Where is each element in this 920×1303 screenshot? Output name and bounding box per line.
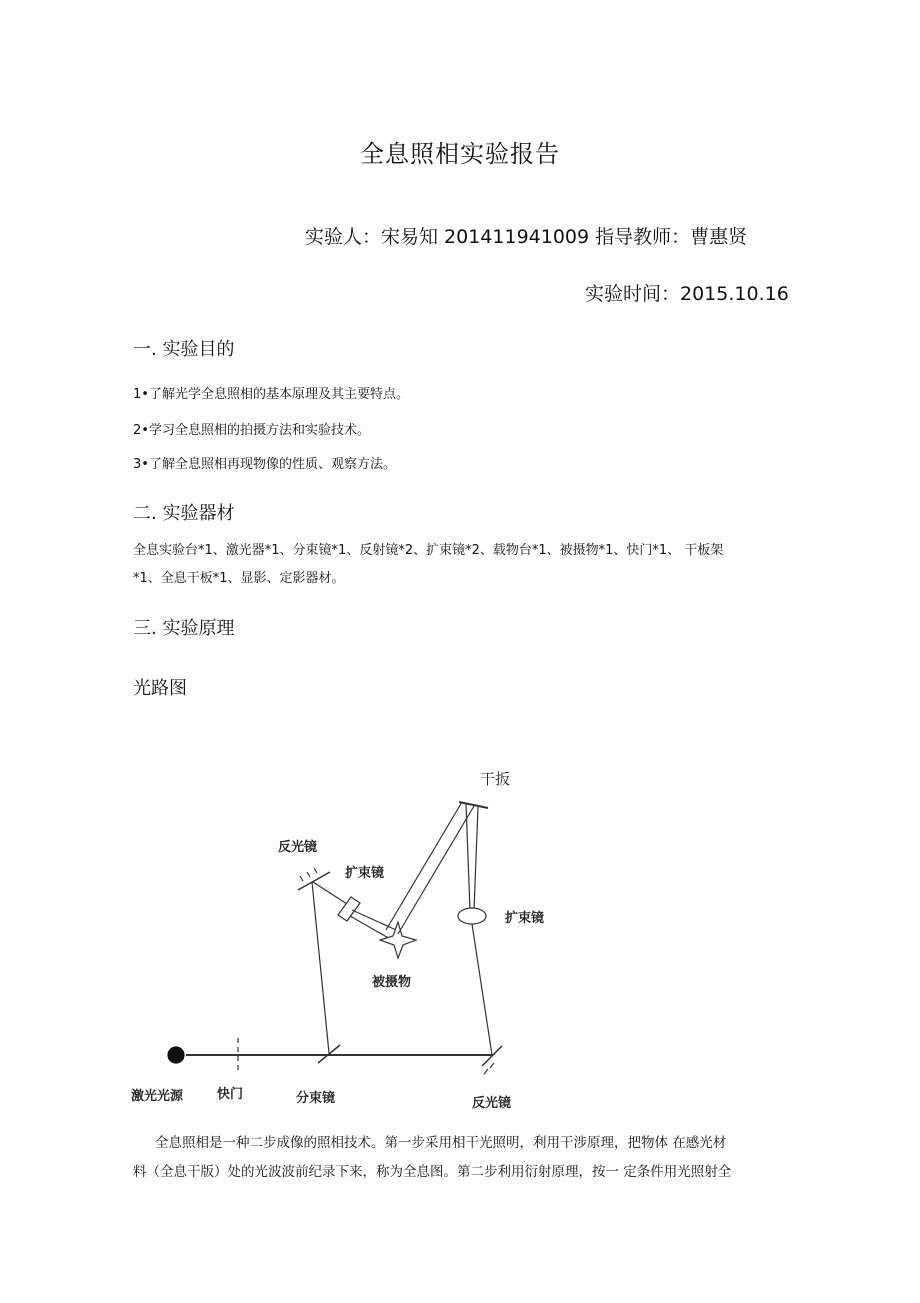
label-object: 被摄物 (372, 975, 412, 990)
purpose-item: 3•了解全息照相再现物像的性质、观察方法。 (133, 457, 396, 472)
label-mirror-top: 反光镜 (278, 840, 318, 855)
date-line: 实验时间：2015.10.16 (585, 283, 789, 305)
page-title: 全息照相实验报告 (360, 140, 560, 168)
beam-splitter-mark (318, 1045, 340, 1063)
label-shutter: 快门 (217, 1087, 244, 1102)
mirror-bottom-mark (482, 1046, 502, 1066)
purpose-item: 2•学习全息照相的拍摄方法和实验技术。 (133, 423, 370, 438)
section-heading-equipment: 二. 实验器材 (133, 503, 235, 524)
section-heading-purpose: 一. 实验目的 (133, 339, 235, 360)
label-expander-left: 扩束镜 (345, 866, 385, 881)
label-expander-right: 扩束镜 (505, 911, 545, 926)
section-heading-principle: 三. 实验原理 (133, 618, 235, 639)
object-beam-line (312, 882, 329, 1053)
object-star-icon (380, 922, 416, 958)
expander-right-icon (458, 908, 486, 924)
laser-source-icon (168, 1047, 184, 1063)
equipment-list-line: *1、全息干板*1、显影、定影器材。 (133, 571, 345, 586)
equipment-list-line: 全息实验台*1、激光器*1、分束镜*1、反射镜*2、扩束镜*2、载物台*1、被摄物*1、快门*1、 干板架 (133, 543, 724, 558)
plate-mark (459, 802, 488, 808)
label-mirror-bottom: 反光镜 (472, 1096, 512, 1111)
optical-path-subheading: 光路图 (133, 678, 187, 699)
expander-left-icon (338, 897, 360, 921)
label-plate: 干扳 (480, 770, 511, 788)
mirror-top-mark (298, 872, 330, 890)
experimenter-line: 实验人：宋易知 201411941009 指导教师：曹惠贤 (305, 226, 748, 248)
purpose-item: 1•了解光学全息照相的基本原理及其主要特点。 (133, 387, 409, 402)
label-splitter: 分束镜 (296, 1091, 336, 1106)
body-paragraph-line: 料（全息干版）处的光波波前纪录下来，称为全息图。第二步利用衍射原理，按一 定条件用光照射全 (133, 1164, 732, 1180)
label-laser: 激光光源 (131, 1089, 184, 1104)
body-paragraph-line: 全息照相是一种二步成像的照相技术。第一步采用相干光照明，利用干涉原理，把物体 在感光材 (155, 1135, 727, 1151)
